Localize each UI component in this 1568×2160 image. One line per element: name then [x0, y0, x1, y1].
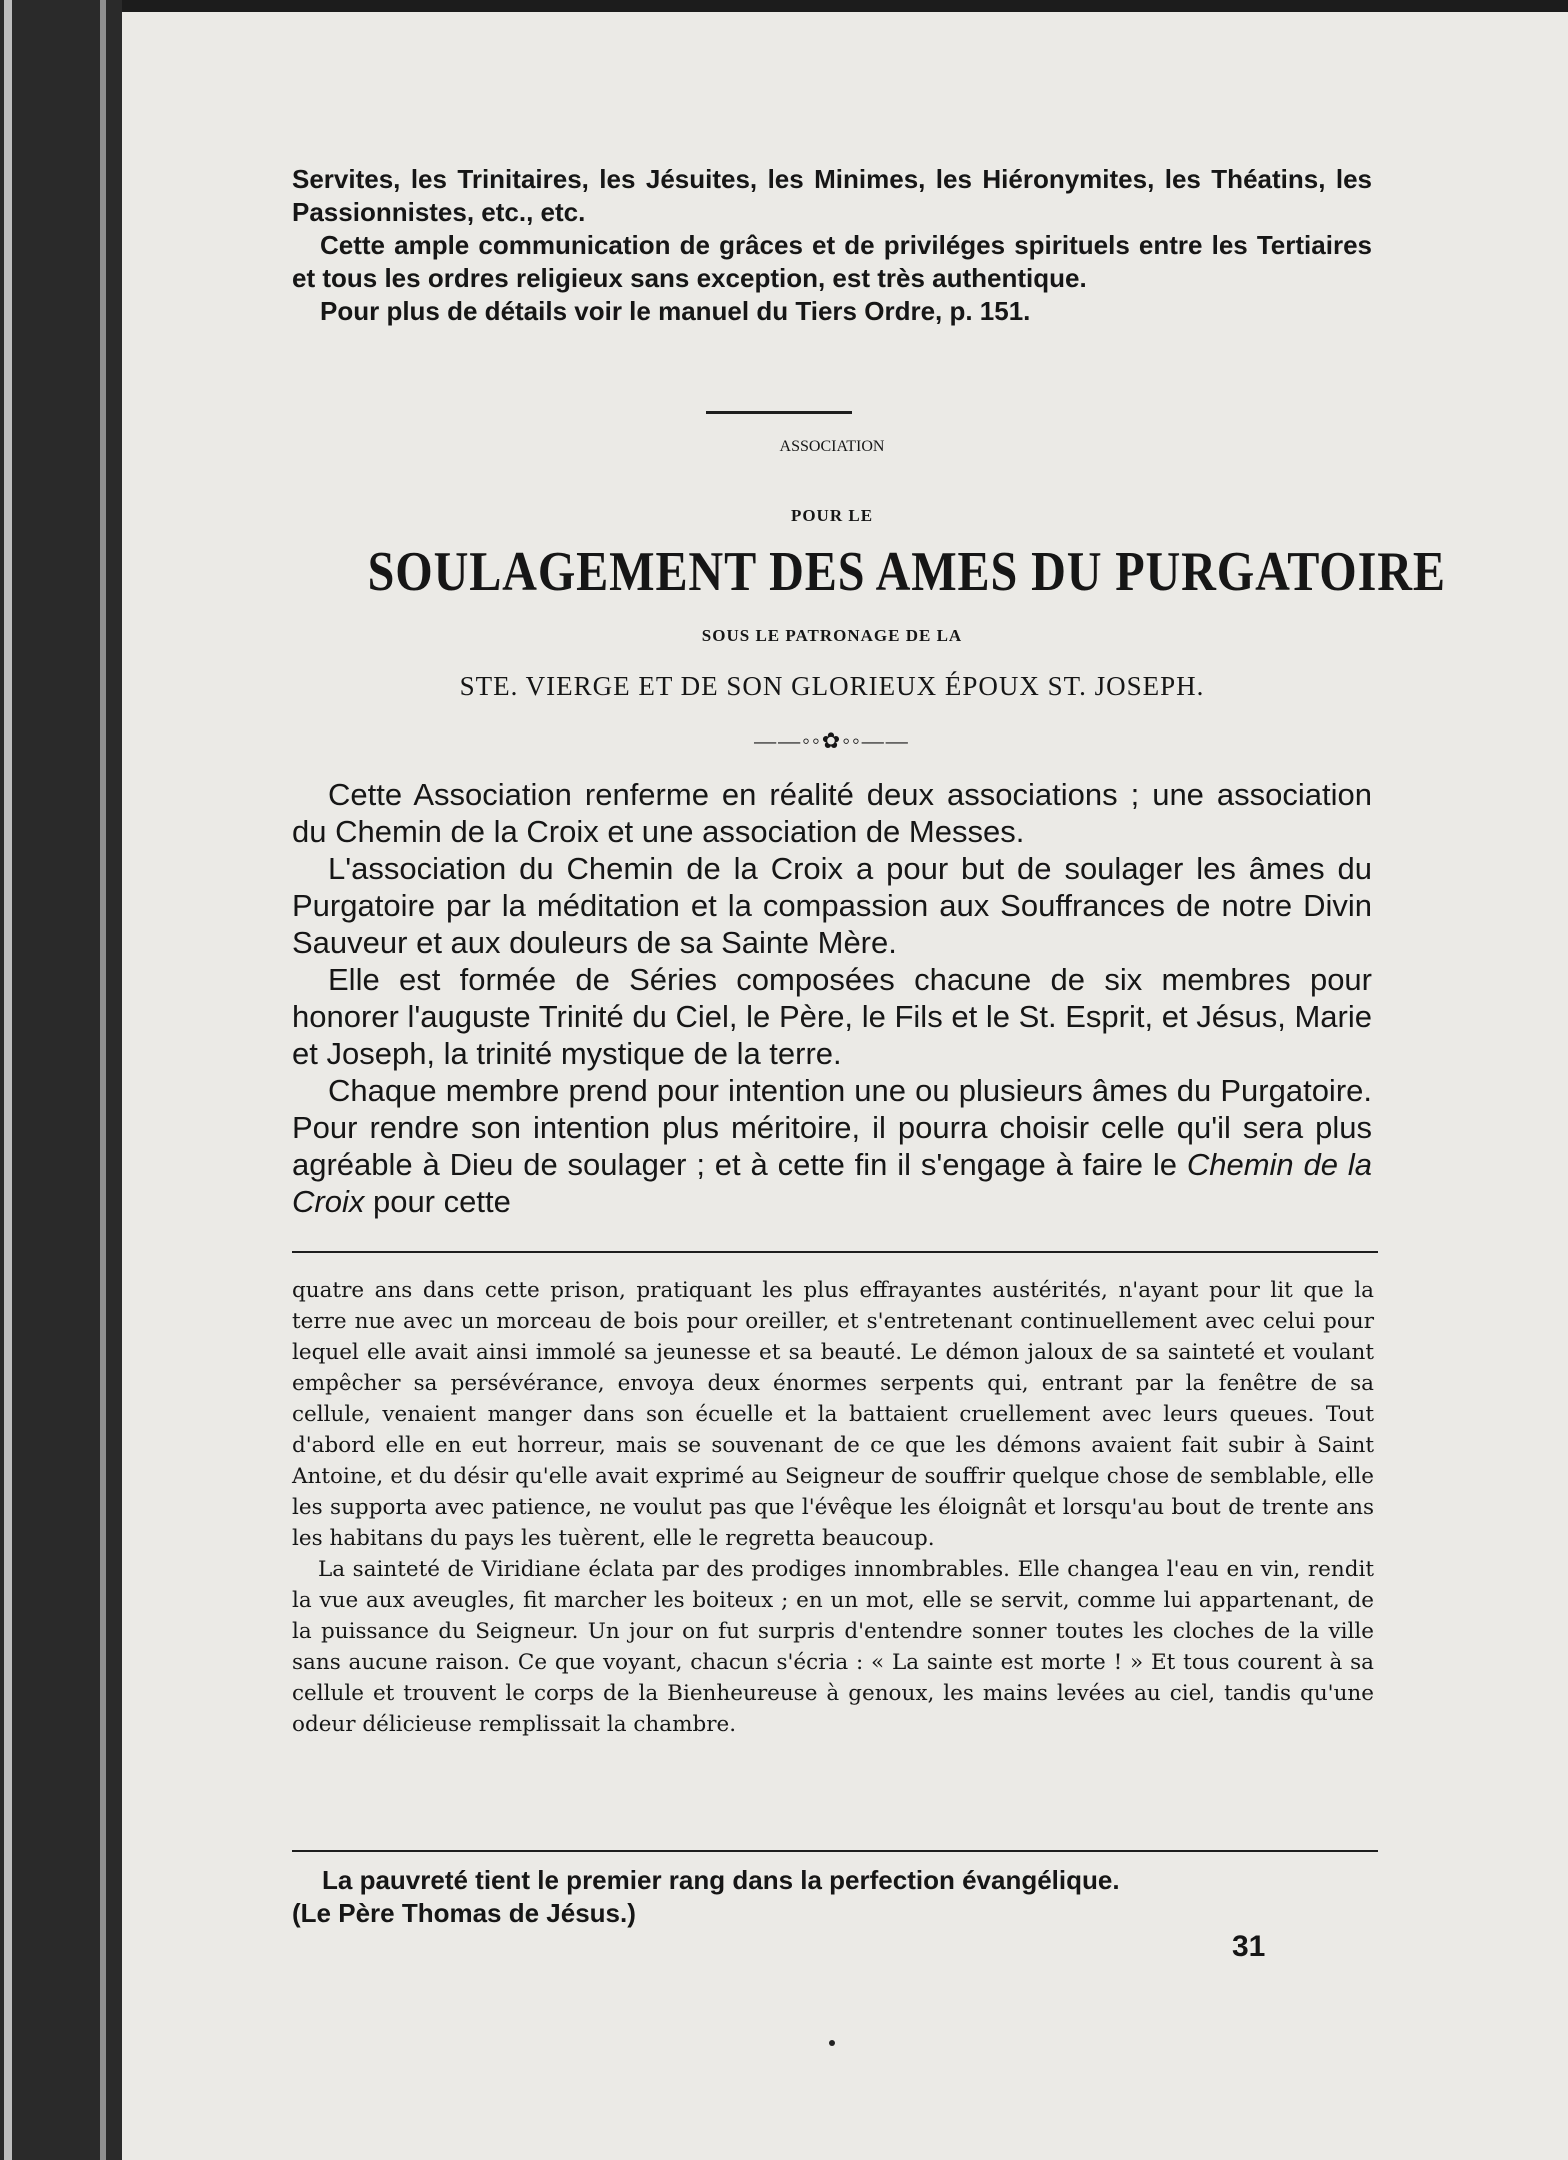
main-text [292, 776, 1372, 1220]
closing-quote [292, 1864, 1372, 1930]
scan-left-border [0, 0, 122, 2160]
page-number: 31 [1232, 1930, 1266, 1963]
emphasis-chemin: Chemin de la Croix [292, 1147, 1372, 1219]
footnote-paragraph: quatre ans dans cette prison, pratiquant les plus effrayantes austérités, n'ayant pour lit que la terre nue avec un morceau de bois pour oreiller, et s'entretenant continuellement avec celui pour lequel elle avait ainsi immolé sa jeunesse et sa beauté. Le démon jaloux de sa sainteté et voulant empêcher sa persévérance, envoya deux énormes serpents qui, entrant par la fenêtre de sa cellule, venaient manger dans son écuelle et la battaient cruellement avec leurs queues. Tout d'abord elle en eut horreur, mais se souvenant de ce que les démons avaient fait subir à Saint Antoine, et du désir qu'elle avait exprimé au Seigneur de souffrir quelque chose de semblable, elle les supporta avec patience, ne voulut pas que l'évêque les éloignât et lorsqu'au bout de trente ans les habitans du pays les tuèrent, elle le regretta beaucoup. [292, 1278, 1374, 1551]
section-divider [706, 411, 852, 414]
scan-edge-stripe [100, 0, 106, 2160]
intro-text [292, 163, 1372, 328]
closing-divider [292, 1850, 1378, 1852]
main-paragraph: Cette Association renferme en réalité deux associations ; une association du Chemin de la Croix et une association de Messes. [292, 777, 1372, 849]
intro-reference: Pour plus de détails voir le manuel du Tiers Ordre, p. 151. [320, 296, 1031, 326]
patrons-line: STE. VIERGE ET DE SON GLORIEUX ÉPOUX ST. JOSEPH. [459, 671, 1205, 701]
association-heading: ASSOCIATION [779, 438, 885, 455]
closing-attribution: (Le Père Thomas de Jésus.) [292, 1898, 636, 1928]
main-paragraph: L'association du Chemin de la Croix a pour but de soulager les âmes du Purgatoire par la méditation et la compassion aux Souffrances de notre Divin Sauveur et aux douleurs de sa Sainte Mère. [292, 851, 1372, 960]
closing-quote-text: La pauvreté tient le premier rang dans la perfection évangélique. [322, 1865, 1120, 1895]
intro-paragraph: Servites, les Trinitaires, les Jésuites, les Minimes, les Hiéronymites, les Théatins, les Passionnistes, etc., etc. [292, 164, 1372, 227]
scan-top-border [122, 0, 1568, 12]
intro-paragraph: Cette ample communication de grâces et de priviléges spirituels entre les Tertiaires et tous les ordres religieux sans exception, est très authentique. [292, 230, 1372, 293]
main-paragraph: Elle est formée de Séries composées chacune de six membres pour honorer l'auguste Trinité du Ciel, le Père, le Fils et le St. Esprit, et Jésus, Marie et Joseph, la trinité mystique de la terre. [292, 962, 1372, 1071]
scan-edge-stripe [4, 0, 12, 2160]
print-mark [829, 2040, 835, 2046]
main-paragraph [292, 1072, 1372, 1220]
ornament-divider: ——◦◦✿◦◦—— [754, 728, 910, 753]
footnote-text [292, 1275, 1374, 1740]
main-paragraph-text: Chaque membre prend pour intention une ou plusieurs âmes du Purgatoire. Pour rendre son intention plus méritoire, il pourra choisir celle qu'il sera plus agréable à Dieu de soulager ; et à cette fin il s'engage à faire le [292, 1073, 1372, 1182]
patronage-line: SOUS LE PATRONAGE DE LA [701, 626, 963, 645]
main-paragraph-text: pour cette [364, 1184, 511, 1219]
footnote-paragraph: La sainteté de Viridiane éclata par des prodiges innombrables. Elle changea l'eau en vin, rendit la vue aux aveugles, fit marcher les boiteux ; en un mot, elle se servit, comme lui appartenant, de la puissance du Seigneur. Un jour on fut surpris d'entendre sonner toutes les cloches de la ville sans aucune raison. Ce que voyant, chacun s'écria : « La sainte est morte ! » Et tous courent à sa cellule et trouvent le corps de la Bienheureuse à genoux, les mains levées au ciel, tandis qu'une odeur délicieuse remplissait la chambre. [292, 1557, 1374, 1737]
pour-le-line: POUR LE [790, 506, 874, 525]
main-title: SOULAGEMENT DES AMES DU PURGATOIRE [367, 541, 1446, 603]
footnote-divider [292, 1251, 1378, 1253]
